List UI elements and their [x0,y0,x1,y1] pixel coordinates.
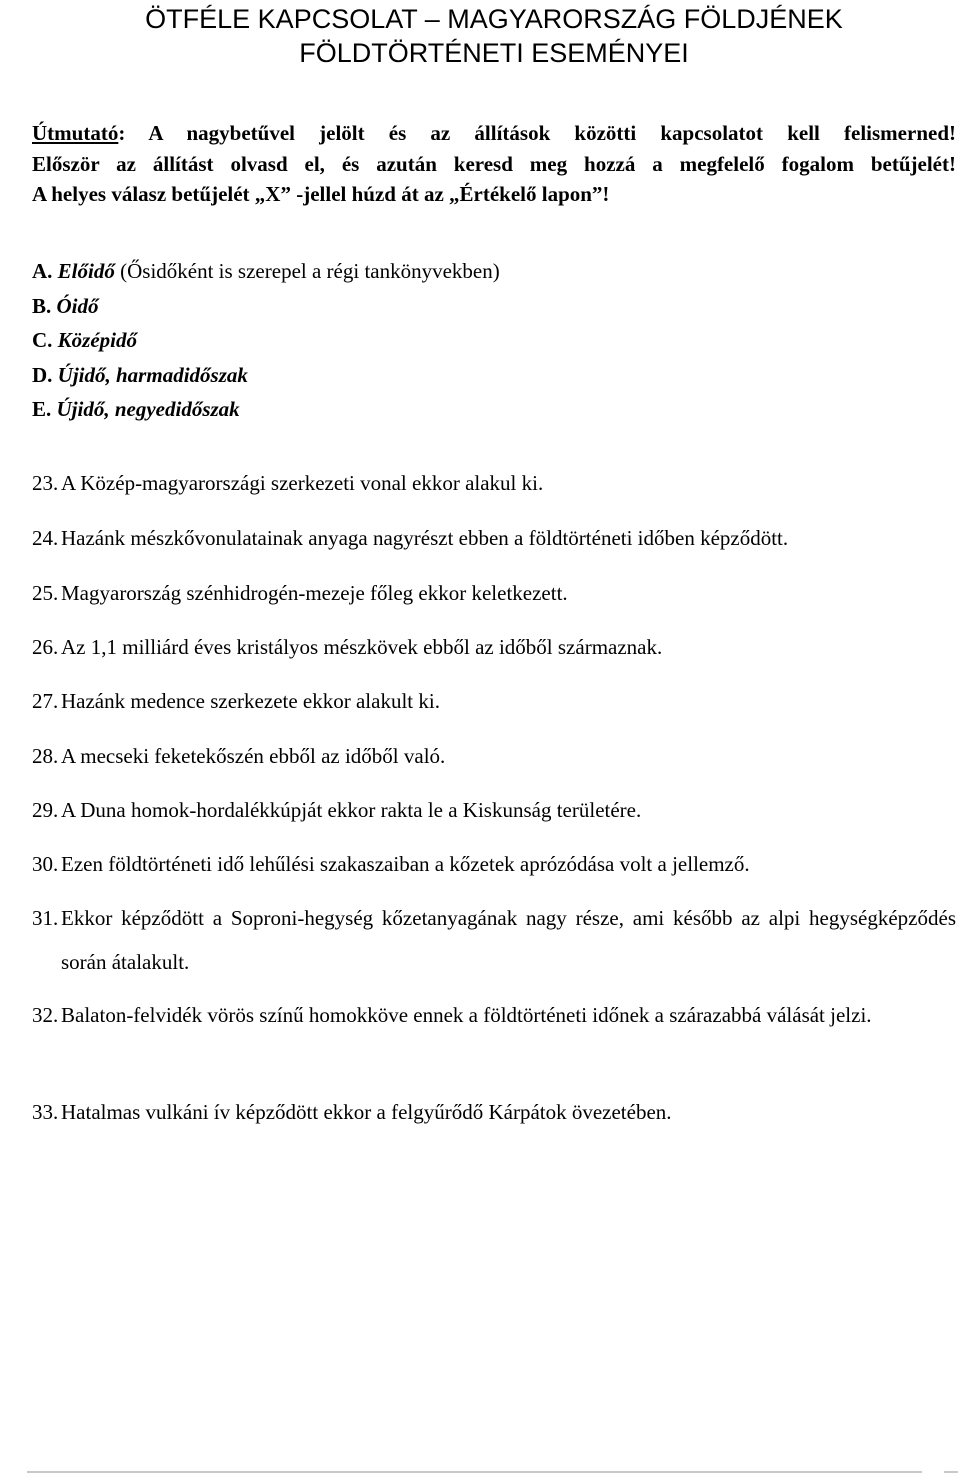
question-24 [32,516,956,560]
instructions-line-2: Először az állítást olvasd el, és azután keresd meg hozzá a megfelelő fogalom betűjelét! [32,151,956,176]
option-letter: D. [32,362,53,387]
footer-divider [27,1471,922,1473]
instructions-label: Útmutató [32,121,119,145]
question-number: 29. [32,798,59,822]
question-32 [32,993,956,1037]
option-d [32,358,500,393]
question-text: Hazánk mészkővonulatainak anyaga nagyrészt ebben a földtörténeti időben képződött. [61,526,789,550]
question-number: 32. [32,1003,59,1027]
question-text: Az 1,1 milliárd éves kristályos mészkövek ebből az időből származnak. [61,635,663,659]
question-25 [32,571,956,615]
question-text: Ezen földtörténeti idő lehűlési szakaszaiban a kőzetek aprózódása volt a jellemző. [61,852,750,876]
option-name: Újidő, negyedidőszak [56,397,240,421]
question-number: 26. [32,635,59,659]
question-number: 33. [32,1100,59,1124]
instructions-line-3: A helyes válasz betűjelét „X” -jellel húzd át az „Értékelő lapon”! [32,182,610,206]
question-number: 27. [32,689,59,713]
question-text: Ekkor képződött a Soproni-hegység kőzetanyagának nagy része, ami később az alpi hegységképződés során átalakult. [61,906,956,974]
question-28 [32,734,956,778]
question-text: A mecseki feketekőszén ebből az időből való. [61,744,446,768]
question-number: 30. [32,852,59,876]
instructions [32,118,956,210]
page-title [0,2,960,70]
option-letter: A. [32,259,53,283]
question-text: Hatalmas vulkáni ív képződött ekkor a felgyűrődő Kárpátok övezetében. [61,1100,672,1124]
option-a [32,254,500,289]
option-note: (Ősidőként is szerepel a régi tankönyvekben) [114,259,500,283]
option-name: Előidő [57,259,115,283]
instructions-line-1 [32,118,956,149]
question-text: Magyarország szénhidrogén-mezeje főleg ekkor keletkezett. [61,581,568,605]
option-name: Óidő [56,293,99,318]
option-c [32,323,500,358]
option-letter: E. [32,397,52,421]
title-line-1: ÖTFÉLE KAPCSOLAT – MAGYARORSZÁG FÖLDJÉNEK [145,4,843,34]
option-letter: C. [32,328,53,352]
footer-mark [944,1471,958,1473]
option-name: Középidő [57,328,138,352]
question-number: 28. [32,744,59,768]
question-text: Hazánk medence szerkezete ekkor alakult ki. [61,689,440,713]
title-line-2: FÖLDTÖRTÉNETI ESEMÉNYEI [299,38,689,68]
option-name: Újidő, harmadidőszak [57,362,248,387]
question-27 [32,679,956,723]
question-number: 24. [32,526,59,550]
question-number: 25. [32,581,59,605]
question-text: A Közép-magyarországi szerkezeti vonal ekkor alakul ki. [61,471,544,495]
question-29 [32,788,956,832]
question-text: A Duna homok-hordalékkúpját ekkor rakta le a Kiskunság területére. [61,798,642,822]
options-list [32,254,500,427]
question-text: Balaton-felvidék vörös színű homokköve ennek a földtörténeti időnek a szárazabbá válását jelzi. [61,1003,872,1027]
question-33 [32,1090,956,1134]
question-26 [32,625,956,669]
option-b [32,289,500,324]
question-number: 31. [32,906,59,930]
question-30 [32,842,956,886]
instructions-line-1-text: : A nagybetűvel jelölt és az állítások közötti kapcsolatot kell felismerned! [118,121,956,145]
question-23 [32,461,956,505]
question-number: 23. [32,471,59,495]
option-e [32,392,500,427]
question-31 [32,896,956,984]
option-letter: B. [32,293,52,318]
